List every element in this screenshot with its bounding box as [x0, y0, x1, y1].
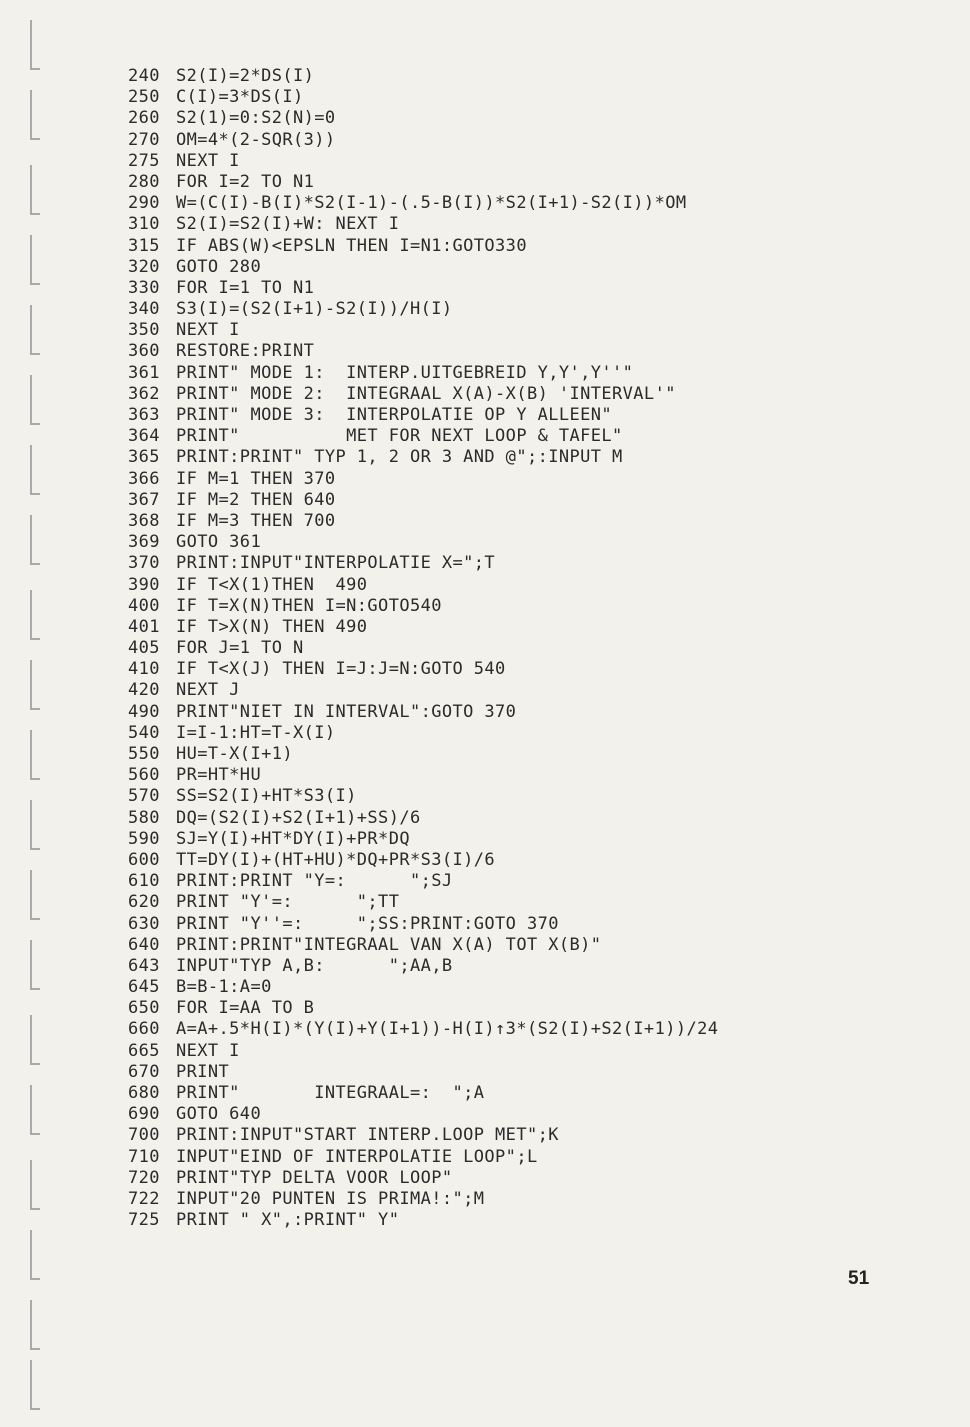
line-number: 620: [128, 892, 160, 913]
binding-mark: [30, 1300, 40, 1350]
code-line: [128, 998, 938, 1019]
line-statement: S2(I)=2*DS(I): [176, 66, 315, 86]
code-line: [128, 1019, 938, 1040]
line-statement: OM=4*(2-SQR(3)): [176, 129, 336, 150]
code-line: [128, 553, 938, 574]
line-number: 610: [128, 871, 160, 892]
code-line: [128, 320, 938, 341]
code-line: [128, 1083, 938, 1104]
line-number: 490: [128, 701, 160, 722]
code-line: [128, 405, 938, 426]
line-number: 400: [128, 595, 160, 616]
binding-mark: [30, 660, 40, 710]
line-number: 250: [128, 87, 160, 108]
code-line: [128, 1062, 938, 1083]
line-number: 260: [128, 108, 160, 129]
line-statement: RESTORE:PRINT: [176, 341, 315, 362]
line-statement: PRINT" MODE 2: INTEGRAAL X(A)-X(B) 'INTERVAL'": [176, 383, 676, 404]
line-statement: NEXT I: [176, 320, 240, 341]
line-number: 665: [128, 1040, 160, 1061]
binding-mark: [30, 375, 40, 425]
code-line: [128, 130, 938, 151]
line-statement: PRINT" MET FOR NEXT LOOP & TAFEL": [176, 426, 623, 447]
line-number: 640: [128, 934, 160, 955]
line-number: 720: [128, 1167, 160, 1188]
binding-mark: [30, 1015, 40, 1065]
code-line: [128, 172, 938, 193]
line-statement: IF M=3 THEN 700: [176, 510, 336, 531]
code-line: [128, 829, 938, 850]
line-statement: A=A+.5*H(I)*(Y(I)+Y(I+1))-H(I)↑3*(S2(I)+S2(I+1))/24: [176, 1019, 719, 1040]
line-number: 270: [128, 129, 160, 150]
code-line: [128, 786, 938, 807]
line-number: 643: [128, 955, 160, 976]
line-number: 700: [128, 1125, 160, 1146]
line-statement: FOR I=1 TO N1: [176, 277, 315, 298]
code-line: [128, 808, 938, 829]
line-statement: PRINT:PRINT "Y=: ";SJ: [176, 871, 453, 892]
line-statement: NEXT I: [176, 150, 240, 171]
code-line: [128, 469, 938, 490]
line-statement: PRINT "Y''=: ";SS:PRINT:GOTO 370: [176, 913, 559, 934]
line-number: 350: [128, 320, 160, 341]
code-line: [128, 617, 938, 638]
code-line: [128, 956, 938, 977]
binding-mark: [30, 1230, 40, 1280]
line-statement: IF M=1 THEN 370: [176, 468, 336, 489]
line-statement: FOR J=1 TO N: [176, 638, 304, 659]
code-line: [128, 914, 938, 935]
code-line: [128, 426, 938, 447]
line-number: 390: [128, 574, 160, 595]
code-line: [128, 1041, 938, 1062]
code-line: [128, 1189, 938, 1210]
line-statement: IF ABS(W)<EPSLN THEN I=N1:GOTO330: [176, 235, 527, 256]
code-line: [128, 214, 938, 235]
line-statement: W=(C(I)-B(I)*S2(I-1)-(.5-B(I))*S2(I+1)-S2(I))*OM: [176, 193, 687, 214]
binding-mark: [30, 165, 40, 215]
code-line: [128, 236, 938, 257]
line-statement: PRINT "Y'=: ";TT: [176, 892, 400, 913]
code-line: [128, 447, 938, 468]
line-statement: PRINT:INPUT"INTERPOLATIE X=";T: [176, 553, 496, 574]
line-statement: FOR I=2 TO N1: [176, 171, 315, 192]
line-statement: PRINT"TYP DELTA VOOR LOOP": [176, 1167, 453, 1188]
line-statement: B=B-1:A=0: [176, 977, 272, 998]
code-line: [128, 532, 938, 553]
line-statement: GOTO 640: [176, 1104, 262, 1125]
line-statement: S3(I)=(S2(I+1)-S2(I))/H(I): [176, 299, 453, 320]
code-line: [128, 1210, 938, 1231]
binding-mark: [30, 1160, 40, 1210]
line-statement: PRINT: [176, 1061, 230, 1082]
binding-mark: [30, 590, 40, 640]
code-line: [128, 66, 938, 87]
line-number: 330: [128, 277, 160, 298]
line-number: 290: [128, 193, 160, 214]
binding-mark: [30, 445, 40, 495]
line-number: 670: [128, 1061, 160, 1082]
line-number: 550: [128, 744, 160, 764]
line-number: 725: [128, 1210, 160, 1231]
line-statement: PRINT"NIET IN INTERVAL":GOTO 370: [176, 701, 517, 722]
code-line: [128, 278, 938, 299]
line-number: 410: [128, 659, 160, 680]
code-line: [128, 384, 938, 405]
line-number: 560: [128, 765, 160, 786]
line-statement: INPUT"20 PUNTEN IS PRIMA!:";M: [176, 1188, 485, 1209]
code-line: [128, 341, 938, 362]
code-line: [128, 299, 938, 320]
line-number: 650: [128, 998, 160, 1019]
line-number: 660: [128, 1019, 160, 1040]
code-line: [128, 702, 938, 723]
line-number: 370: [128, 553, 160, 574]
line-number: 362: [128, 383, 160, 404]
code-line: [128, 490, 938, 511]
line-number: 366: [128, 468, 160, 489]
binding-mark: [30, 870, 40, 920]
binding-mark: [30, 1085, 40, 1135]
line-number: 645: [128, 977, 160, 998]
line-number: 367: [128, 489, 160, 510]
line-number: 710: [128, 1146, 160, 1167]
line-statement: IF T=X(N)THEN I=N:GOTO540: [176, 595, 442, 616]
binding-mark: [30, 20, 40, 70]
code-line: [128, 1168, 938, 1189]
code-line: [128, 151, 938, 172]
line-number: 275: [128, 150, 160, 171]
line-number: 401: [128, 616, 160, 637]
binding-mark: [30, 940, 40, 990]
line-statement: PRINT " X",:PRINT" Y": [176, 1210, 400, 1231]
line-number: 240: [128, 66, 160, 86]
basic-code-listing: [128, 66, 938, 1231]
code-line: [128, 511, 938, 532]
line-statement: NEXT I: [176, 1040, 240, 1061]
code-line: [128, 935, 938, 956]
line-number: 320: [128, 256, 160, 277]
code-line: [128, 1147, 938, 1168]
binding-mark: [30, 515, 40, 565]
code-line: [128, 575, 938, 596]
line-number: 280: [128, 171, 160, 192]
code-line: [128, 1104, 938, 1125]
code-line: [128, 1125, 938, 1146]
line-statement: C(I)=3*DS(I): [176, 87, 304, 108]
code-line: [128, 680, 938, 701]
line-number: 680: [128, 1083, 160, 1103]
line-number: 340: [128, 299, 160, 320]
line-number: 369: [128, 532, 160, 553]
line-number: 361: [128, 362, 160, 383]
line-number: 420: [128, 680, 160, 701]
code-line: [128, 596, 938, 617]
line-number: 315: [128, 235, 160, 256]
line-statement: PRINT:PRINT"INTEGRAAL VAN X(A) TOT X(B)": [176, 934, 602, 955]
line-number: 365: [128, 447, 160, 468]
line-statement: PRINT" INTEGRAAL=: ";A: [176, 1083, 485, 1103]
code-line: [128, 363, 938, 384]
line-statement: NEXT J: [176, 680, 240, 701]
code-line: [128, 977, 938, 998]
line-statement: SJ=Y(I)+HT*DY(I)+PR*DQ: [176, 828, 410, 849]
line-statement: DQ=(S2(I)+S2(I+1)+SS)/6: [176, 807, 421, 828]
line-number: 405: [128, 638, 160, 659]
line-statement: HU=T-X(I+1): [176, 744, 293, 764]
line-number: 600: [128, 849, 160, 870]
line-number: 540: [128, 722, 160, 743]
line-number: 364: [128, 426, 160, 447]
page-number: 51: [848, 1268, 870, 1289]
binding-mark: [30, 730, 40, 780]
code-line: [128, 871, 938, 892]
line-statement: IF T<X(J) THEN I=J:J=N:GOTO 540: [176, 659, 506, 680]
code-line: [128, 193, 938, 214]
line-number: 310: [128, 214, 160, 235]
line-statement: PRINT" MODE 1: INTERP.UITGEBREID Y,Y',Y''": [176, 362, 634, 383]
code-line: [128, 257, 938, 278]
line-statement: INPUT"EIND OF INTERPOLATIE LOOP";L: [176, 1146, 538, 1167]
line-statement: GOTO 361: [176, 532, 262, 553]
line-statement: S2(1)=0:S2(N)=0: [176, 108, 336, 129]
line-number: 630: [128, 913, 160, 934]
code-line: [128, 850, 938, 871]
line-statement: TT=DY(I)+(HT+HU)*DQ+PR*S3(I)/6: [176, 849, 496, 870]
line-statement: IF T<X(1)THEN 490: [176, 574, 368, 595]
code-line: [128, 638, 938, 659]
binding-mark: [30, 800, 40, 850]
code-line: [128, 108, 938, 129]
line-statement: IF T>X(N) THEN 490: [176, 616, 368, 637]
line-statement: PRINT" MODE 3: INTERPOLATIE OP Y ALLEEN": [176, 405, 613, 425]
line-statement: I=I-1:HT=T-X(I): [176, 722, 336, 743]
code-line: [128, 659, 938, 680]
binding-mark: [30, 1360, 40, 1410]
code-line: [128, 723, 938, 744]
code-line: [128, 892, 938, 913]
line-statement: INPUT"TYP A,B: ";AA,B: [176, 955, 453, 976]
line-statement: PRINT:PRINT" TYP 1, 2 OR 3 AND @";:INPUT M: [176, 447, 623, 468]
binding-mark: [30, 235, 40, 285]
line-number: 690: [128, 1104, 160, 1125]
line-statement: FOR I=AA TO B: [176, 998, 315, 1019]
line-number: 590: [128, 828, 160, 849]
line-number: 360: [128, 341, 160, 362]
line-number: 722: [128, 1188, 160, 1209]
code-line: [128, 87, 938, 108]
line-number: 570: [128, 786, 160, 807]
line-statement: PR=HT*HU: [176, 765, 262, 786]
binding-mark: [30, 305, 40, 355]
code-line: [128, 765, 938, 786]
line-statement: IF M=2 THEN 640: [176, 489, 336, 510]
line-statement: GOTO 280: [176, 256, 262, 277]
line-number: 580: [128, 807, 160, 828]
line-statement: S2(I)=S2(I)+W: NEXT I: [176, 214, 400, 235]
binding-holes: [0, 0, 60, 1427]
code-line: [128, 744, 938, 765]
line-number: 363: [128, 405, 160, 425]
binding-mark: [30, 90, 40, 140]
line-statement: PRINT:INPUT"START INTERP.LOOP MET";K: [176, 1125, 559, 1146]
line-number: 368: [128, 510, 160, 531]
line-statement: SS=S2(I)+HT*S3(I): [176, 786, 357, 807]
